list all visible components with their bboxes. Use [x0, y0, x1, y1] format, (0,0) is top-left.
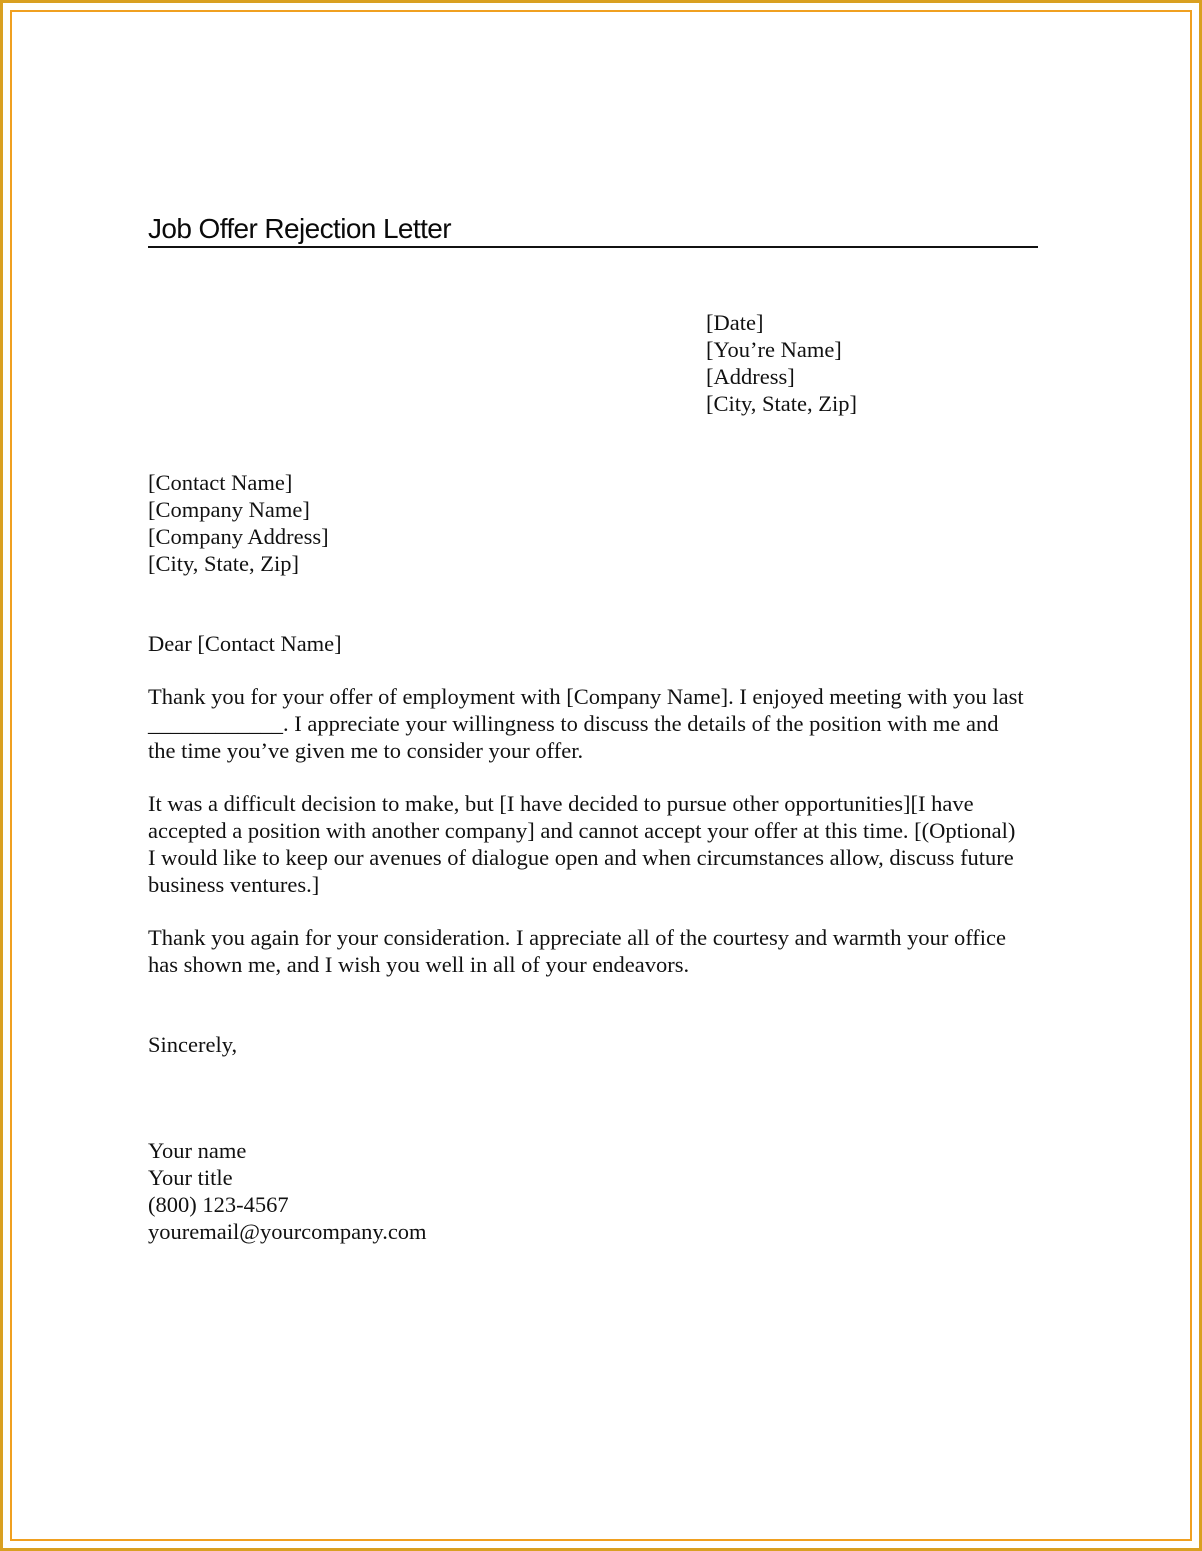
signature-phone: (800) 123-4567: [148, 1192, 289, 1217]
closing-text: Sincerely,: [148, 1032, 238, 1057]
recipient-company-name: [Company Name]: [148, 497, 310, 522]
recipient-company-address: [Company Address]: [148, 524, 329, 549]
recipient-block: [148, 469, 329, 577]
paragraph-line: Thank you again for your consideration. I appreciate all of the courtesy and warmth your office: [148, 925, 1007, 950]
paragraph-line: ____________. I appreciate your willingness to discuss the details of the position with me and: [148, 711, 999, 736]
signature-email: youremail@yourcompany.com: [148, 1219, 427, 1244]
salutation-text: Dear [Contact Name]: [148, 631, 342, 656]
sender-address: [Address]: [706, 364, 795, 389]
sender-city-state-zip: [City, State, Zip]: [706, 391, 858, 416]
paragraph-line: business ventures.]: [148, 872, 320, 897]
signature-name: Your name: [148, 1138, 247, 1163]
paragraph-line: I would like to keep our avenues of dialogue open and when circumstances allow, discuss future: [148, 845, 1014, 870]
sender-date: [Date]: [706, 310, 764, 335]
salutation: [148, 630, 342, 657]
document-title: [148, 212, 1038, 248]
body-paragraph-1: [148, 683, 1068, 764]
body-paragraph-2: [148, 790, 1068, 898]
signature-title: Your title: [148, 1165, 233, 1190]
sender-block: [706, 309, 857, 417]
paragraph-line: It was a difficult decision to make, but [I have decided to pursue other opportunities][I have: [148, 791, 974, 816]
closing: [148, 1031, 237, 1058]
paragraph-line: accepted a position with another company] and cannot accept your offer at this time. [(Optional): [148, 818, 1016, 843]
document-title-text: Job Offer Rejection Letter: [148, 213, 451, 244]
paragraph-line: the time you’ve given me to consider your offer.: [148, 738, 584, 763]
sender-name: [You’re Name]: [706, 337, 842, 362]
paragraph-line: Thank you for your offer of employment with [Company Name]. I enjoyed meeting with you last: [148, 684, 1024, 709]
recipient-contact-name: [Contact Name]: [148, 470, 293, 495]
paragraph-line: has shown me, and I wish you well in all of your endeavors.: [148, 952, 690, 977]
signature-block: [148, 1137, 427, 1245]
recipient-city-state-zip: [City, State, Zip]: [148, 551, 300, 576]
body-paragraph-3: [148, 924, 1068, 978]
